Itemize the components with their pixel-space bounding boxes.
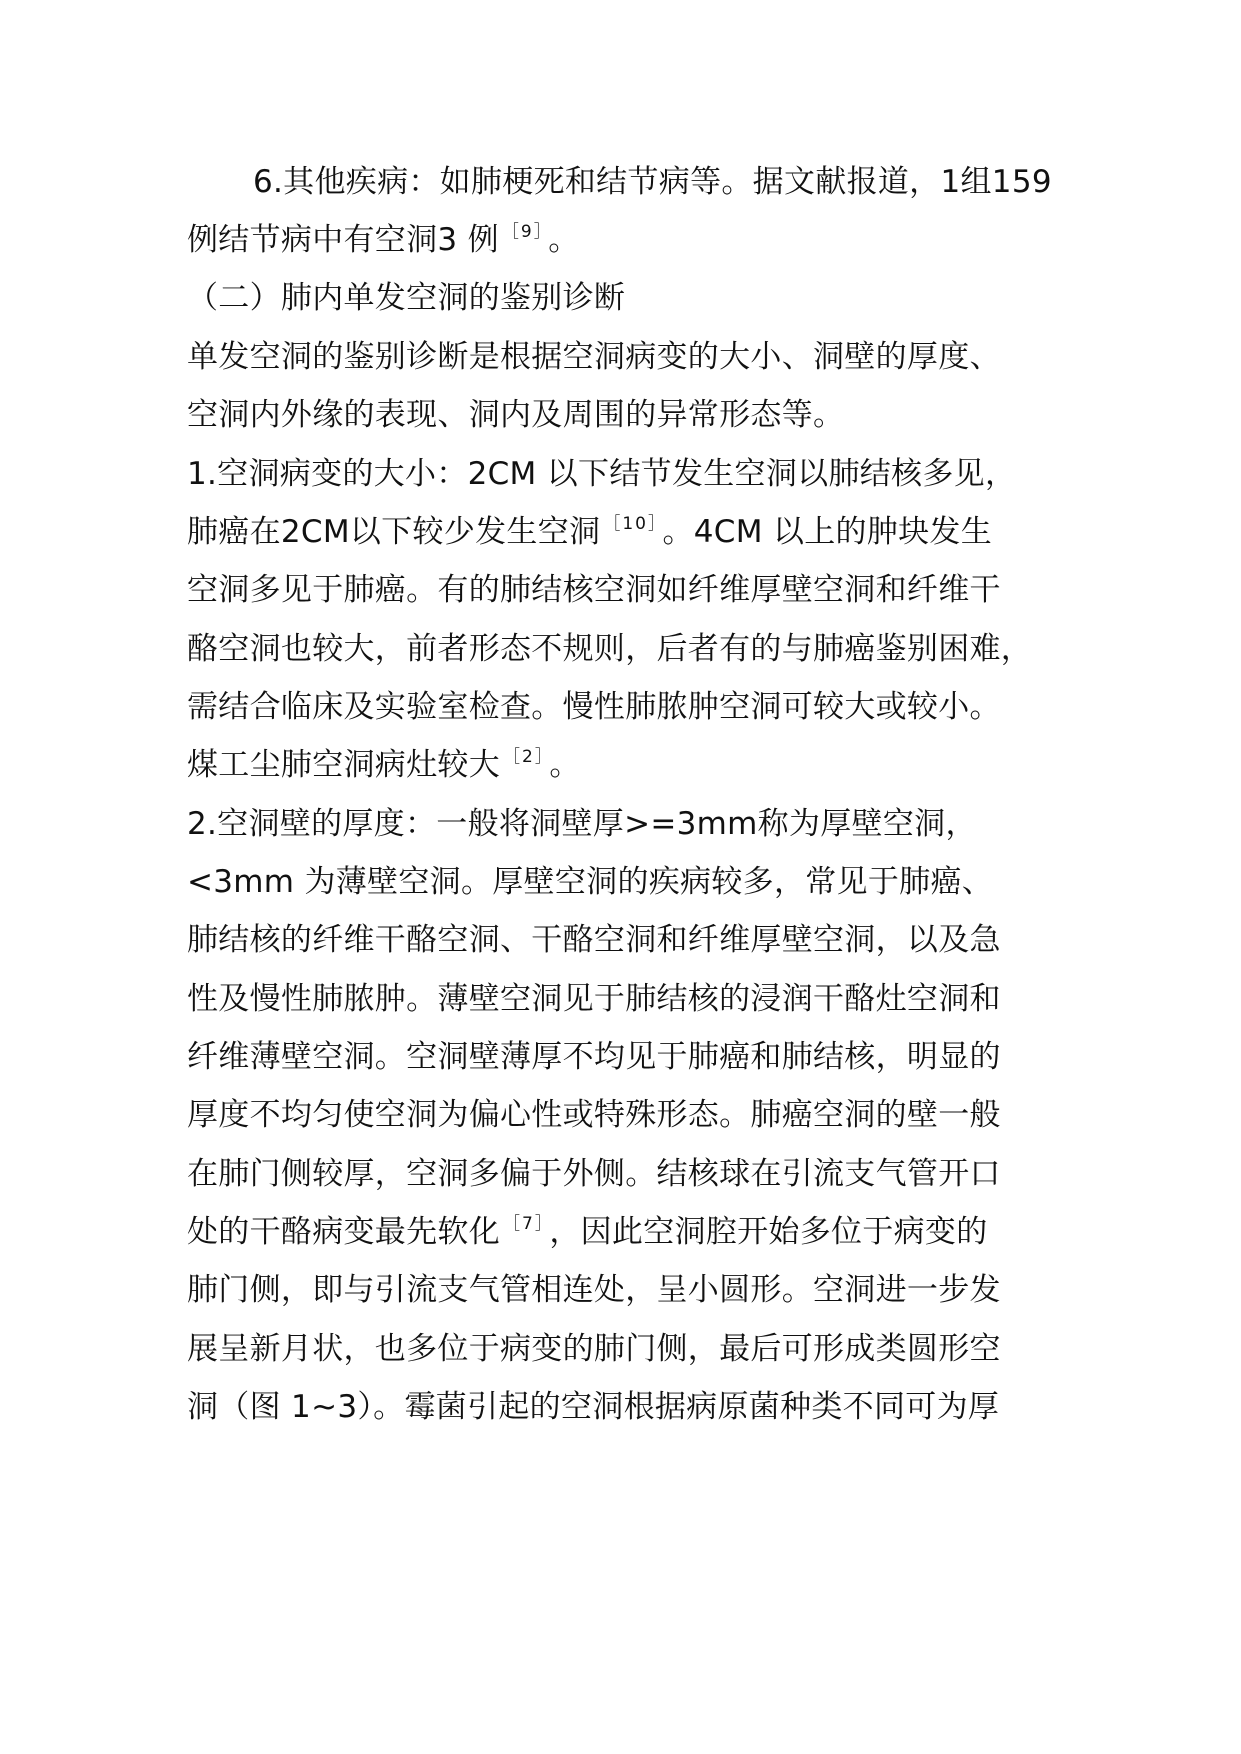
text-segment: 厚度不均匀使空洞为偏心性或特殊形态。肺癌空洞的壁一般 [187,1097,1001,1133]
text-segment: 需结合临床及实验室检查。慢性肺脓肿空洞可较大或较小。 [187,689,1001,725]
text-line [187,1025,1067,1089]
text-line [187,733,1067,797]
text-segment: 洞（图 1~3）。霉菌引起的空洞根据病原菌种类不同可为厚 [187,1389,1000,1425]
text-line [187,792,1067,856]
text-line [187,1375,1067,1439]
text-line [187,1083,1067,1147]
text-line [187,675,1067,739]
text-segment: 在肺门侧较厚，空洞多偏于外侧。结核球在引流支气管开口 [187,1156,1001,1192]
text-segment: 酪空洞也较大，前者形态不规则，后者有的与肺癌鉴别困难， [187,631,1033,667]
citation-ref: ［2］ [503,747,546,767]
text-line [187,967,1067,1031]
text-segment: 1.空洞病变的大小：2CM 以下结节发生空洞以肺结核多见， [187,456,1017,492]
text-line [187,208,1067,272]
text-segment: ，因此空洞腔开始多位于病变的 [549,1214,988,1250]
text-line [187,617,1067,681]
text-segment: 性及慢性肺脓肿。薄壁空洞见于肺结核的浸润干酪灶空洞和 [187,981,1001,1017]
text-segment: 。4CM 以上的肿块发生 [662,514,993,550]
text-line [187,908,1067,972]
text-segment: 。 [548,222,580,258]
text-segment: 空洞多见于肺癌。有的肺结核空洞如纤维厚壁空洞和纤维干 [187,572,1001,608]
text-line [187,500,1067,564]
text-line [187,850,1067,914]
text-segment: 肺癌在2CM以下较少发生空洞 [187,514,601,550]
text-segment: 肺结核的纤维干酪空洞、干酪空洞和纤维厚壁空洞，以及急 [187,922,1001,958]
section-heading [187,266,1067,330]
text-segment: 单发空洞的鉴别诊断是根据空洞病变的大小、洞壁的厚度、 [187,339,1001,375]
text-segment: 肺门侧，即与引流支气管相连处，呈小圆形。空洞进一步发 [187,1272,1001,1308]
citation-ref: ［10］ [603,514,659,534]
text-line [187,383,1067,447]
text-segment: 例结节病中有空洞3 例 [187,222,499,258]
text-segment: 6.其他疾病：如肺梗死和结节病等。据文献报道，1组159 [253,164,1052,200]
citation-ref: ［9］ [501,222,545,242]
text-segment: 处的干酪病变最先软化 [187,1214,500,1250]
text-line [187,325,1067,389]
citation-ref: ［7］ [503,1214,546,1234]
text-line [187,558,1067,622]
text-segment: 展呈新月状，也多位于病变的肺门侧，最后可形成类圆形空 [187,1331,1001,1367]
text-line [187,442,1067,506]
text-line [187,150,1133,214]
text-line [187,1200,1067,1264]
text-segment: <3mm 为薄壁空洞。厚壁空洞的疾病较多，常见于肺癌、 [187,864,994,900]
text-line [187,1258,1067,1322]
text-line [187,1142,1067,1206]
text-segment: （二）肺内单发空洞的鉴别诊断 [187,280,626,316]
text-line [187,1317,1067,1381]
text-segment: 煤工尘肺空洞病灶较大 [187,747,500,783]
text-segment: 2.空洞壁的厚度：一般将洞壁厚>=3mm称为厚壁空洞， [187,806,977,842]
text-segment: 纤维薄壁空洞。空洞壁薄厚不均见于肺癌和肺结核，明显的 [187,1039,1001,1075]
text-segment: 。 [549,747,581,783]
text-segment: 空洞内外缘的表现、洞内及周围的异常形态等。 [187,397,845,433]
